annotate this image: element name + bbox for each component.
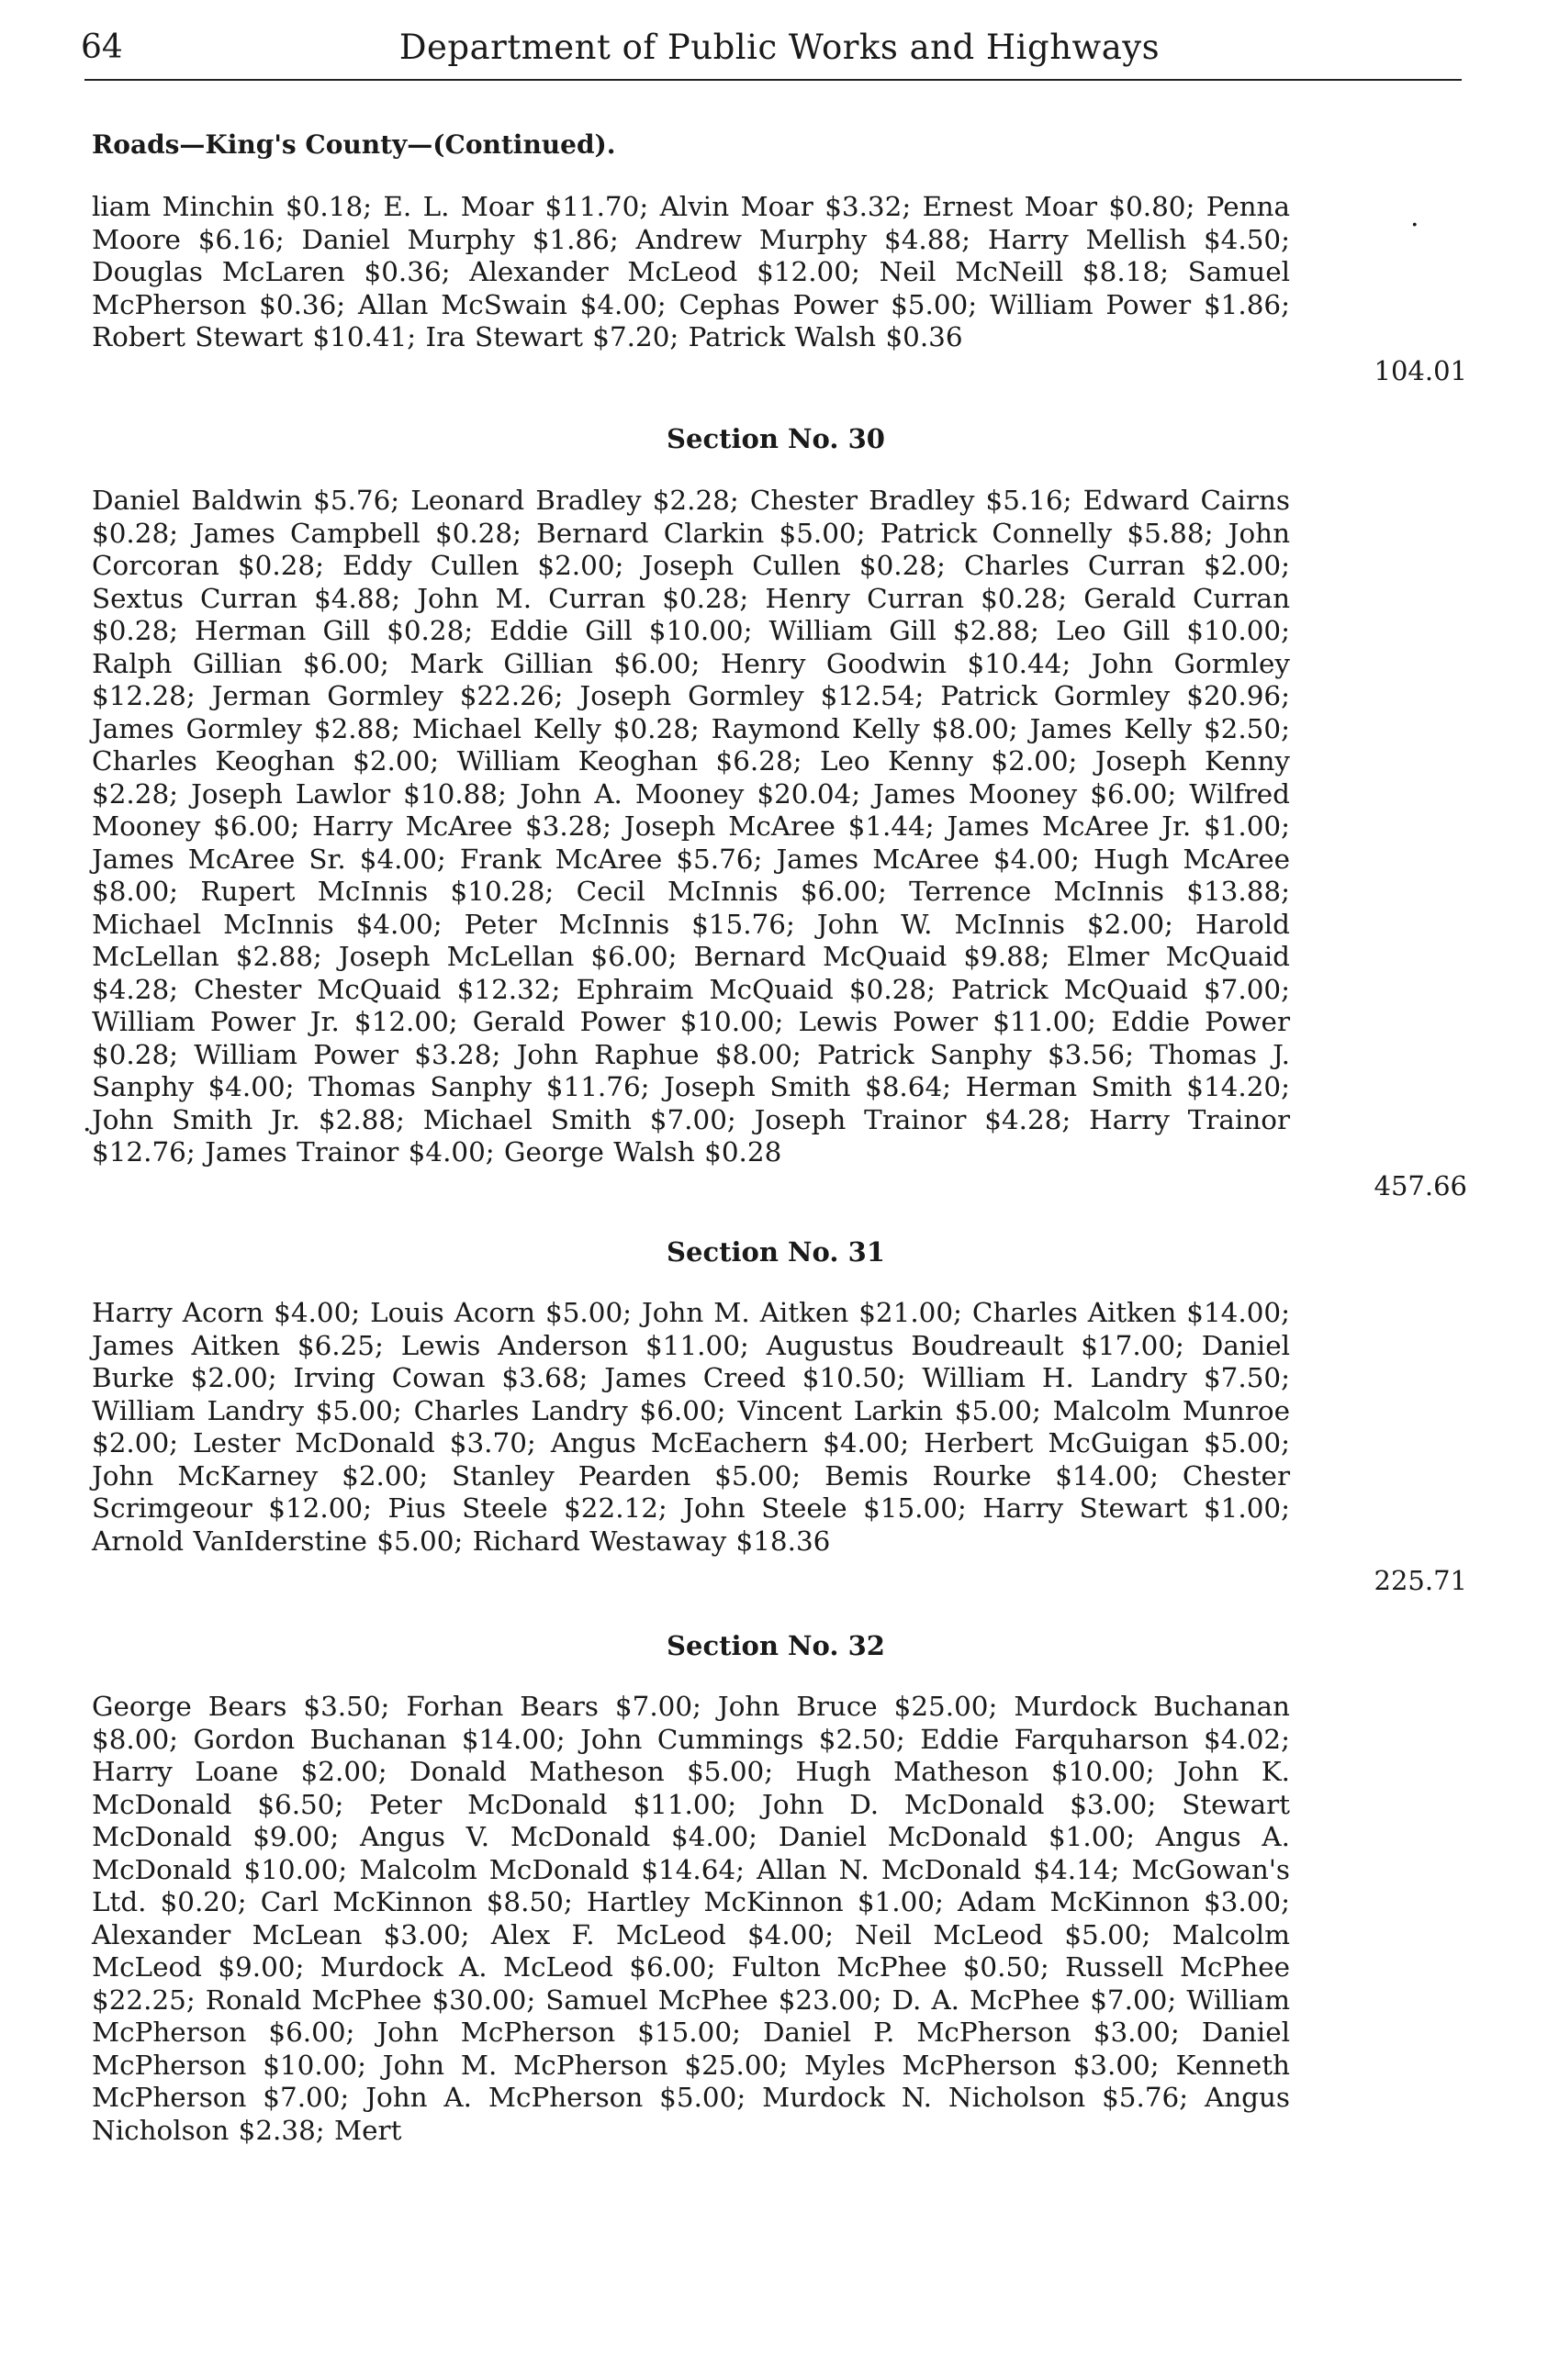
section-31-total: 225.71 <box>1374 1565 1467 1596</box>
section-32-paragraph: George Bears $3.50; Forhan Bears $7.00; John Bruce $25.00; Murdock Buchanan $8.00; Gordon Buchanan $14.00; John Cummings $2.50; Eddie Farquharson $4.02; Harry Loane $2.00; Donald Matheson $5.00; Hugh Matheson $10.00; John K. McDonald $6.50; Peter McDonald $11.00; John D. McDonald $3.00; Stewart McDonald $9.00; Angus V. McDonald $4.00; Daniel McDonald $1.00; Angus A. McDonald $10.00; Malcolm McDonald $14.64; Allan N. McDonald $4.14; McGowan's Ltd. $0.20; Carl McKinnon $8.50; Hartley McKinnon $1.00; Adam McKinnon $3.00; Alexander McLean $3.00; Alex F. McLeod $4.00; Neil McLeod $5.00; Malcolm McLeod $9.00; Murdock A. McLeod $6.00; Fulton McPhee $0.50; Russell McPhee $22.25; Ronald McPhee $30.00; Samuel McPhee $23.00; D. A. McPhee $7.00; William McPherson $6.00; John McPherson $15.00; Daniel P. McPherson $3.00; Daniel McPherson $10.00; John M. McPherson $25.00; Myles McPherson $3.00; Kenneth McPherson $7.00; John A. McPherson $5.00; Murdock N. Nicholson $5.76; Angus Nicholson $2.38; Mert <box>92 1691 1290 2146</box>
running-title: Department of Public Works and Highways <box>398 28 1161 67</box>
continuation-total: 104.01 <box>1374 355 1467 386</box>
margin-speck: . <box>83 1106 92 1138</box>
continued-heading: Roads—King's County—(Continued). <box>92 129 616 160</box>
page-number: 64 <box>81 28 123 66</box>
continuation-paragraph: liam Minchin $0.18; E. L. Moar $11.70; Alvin Moar $3.32; Ernest Moar $0.80; Penna Moore $6.16; Daniel Murphy $1.86; Andrew Murphy $4.88; Harry Mellish $4.50; Douglas McLaren $0.36; Alexander McLeod $12.00; Neil McNeill $8.18; Samuel McPherson $0.36; Allan McSwain $4.00; Cephas Power $5.00; William Power $1.86; Robert Stewart $10.41; Ira Stewart $7.20; Patrick Walsh $0.36 <box>92 191 1290 352</box>
section-30-heading: Section No. 30 <box>667 423 885 454</box>
header-rule <box>84 79 1462 81</box>
section-31-heading: Section No. 31 <box>667 1236 885 1268</box>
page-header <box>81 28 1478 79</box>
section-30-paragraph: Daniel Baldwin $5.76; Leonard Bradley $2.28; Chester Bradley $5.16; Edward Cairns $0.28; James Campbell $0.28; Bernard Clarkin $5.00; Patrick Connelly $5.88; John Corcoran $0.28; Eddy Cullen $2.00; Joseph Cullen $0.28; Charles Curran $2.00; Sextus Curran $4.88; John M. Curran $0.28; Henry Curran $0.28; Gerald Curran $0.28; Herman Gill $0.28; Eddie Gill $10.00; William Gill $2.88; Leo Gill $10.00; Ralph Gillian $6.00; Mark Gillian $6.00; Henry Goodwin $10.44; John Gormley $12.28; Jerman Gormley $22.26; Joseph Gormley $12.54; Patrick Gormley $20.96; James Gormley $2.88; Michael Kelly $0.28; Raymond Kelly $8.00; James Kelly $2.50; Charles Keoghan $2.00; William Keoghan $6.28; Leo Kenny $2.00; Joseph Kenny $2.28; Joseph Lawlor $10.88; John A. Mooney $20.04; James Mooney $6.00; Wilfred Mooney $6.00; Harry McAree $3.28; Joseph McAree $1.44; James McAree Jr. $1.00; James McAree Sr. $4.00; Frank McAree $5.76; James McAree $4.00; Hugh McAree $8.00; Rupert McInnis $10.28; Cecil McInnis $6.00; Terrence McInnis $13.88; Michael McInnis $4.00; Peter McInnis $15.76; John W. McInnis $2.00; Harold McLellan $2.88; Joseph McLellan $6.00; Bernard McQuaid $9.88; Elmer McQuaid $4.28; Chester McQuaid $12.32; Ephraim McQuaid $0.28; Patrick McQuaid $7.00; William Power Jr. $12.00; Gerald Power $10.00; Lewis Power $11.00; Eddie Power $0.28; William Power $3.28; John Raphue $8.00; Patrick Sanphy $3.56; Thomas J. Sanphy $4.00; Thomas Sanphy $11.76; Joseph Smith $8.64; Herman Smith $14.20; John Smith Jr. $2.88; Michael Smith $7.00; Joseph Trainor $4.28; Harry Trainor $12.76; James Trainor $4.00; George Walsh $0.28 <box>92 485 1290 1168</box>
margin-speck: . <box>1410 201 1419 233</box>
section-31-paragraph: Harry Acorn $4.00; Louis Acorn $5.00; John M. Aitken $21.00; Charles Aitken $14.00; James Aitken $6.25; Lewis Anderson $11.00; Augustus Boudreault $17.00; Daniel Burke $2.00; Irving Cowan $3.68; James Creed $10.50; William H. Landry $7.50; William Landry $5.00; Charles Landry $6.00; Vincent Larkin $5.00; Malcolm Munroe $2.00; Lester McDonald $3.70; Angus McEachern $4.00; Herbert McGuigan $5.00; John McKarney $2.00; Stanley Pearden $5.00; Bemis Rourke $14.00; Chester Scrimgeour $12.00; Pius Steele $22.12; John Steele $15.00; Harry Stewart $1.00; Arnold VanIderstine $5.00; Richard Westaway $18.36 <box>92 1297 1290 1557</box>
section-30-total: 457.66 <box>1374 1170 1467 1201</box>
section-32-heading: Section No. 32 <box>667 1630 885 1661</box>
